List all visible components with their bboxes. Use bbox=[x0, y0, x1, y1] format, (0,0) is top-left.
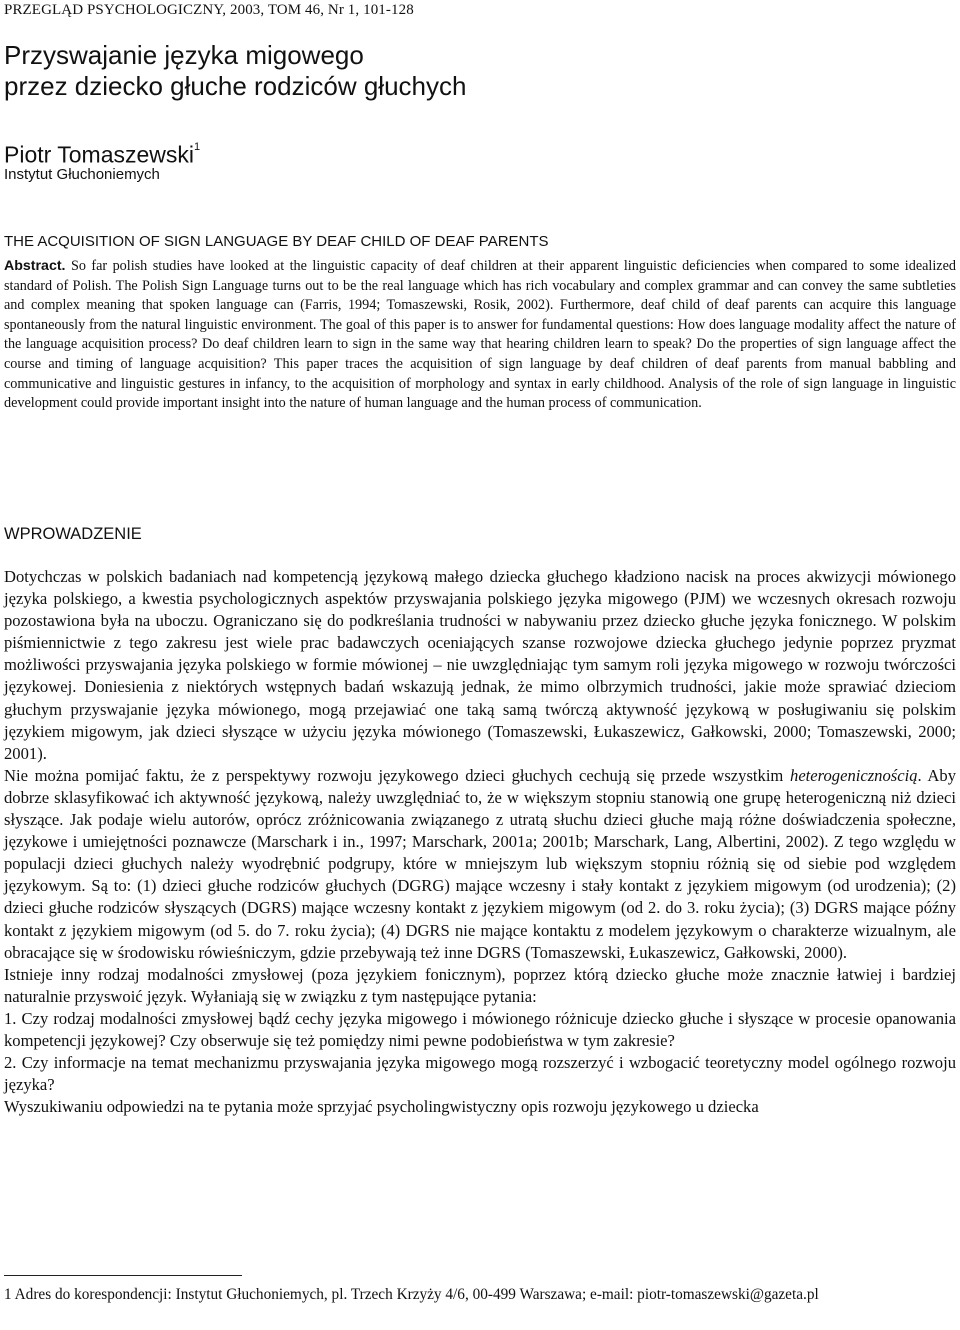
body-paragraph-1: Dotychczas w polskich badaniach nad kompetencją językową małego dziecka głuchego kładziono nacisk na proces akwizycji mówionego języka polskiego, a kwestia psychologicznych aspektów przyswajania polskiego języka migowego (PJM) we wczesnych okresach rozwoju pozostawiona była na uboczu. Ograniczano się do podkreślania trudności w nabywaniu przez dziecko głuche języka fonicznego. W polskim piśmiennictwie z tego zakresu jest wiele prac badawczych oceniających szanse rozwojowe dziecka głuchego jedynie poprzez pryzmat możliwości przyswajania języka polskiego w formie mówionej – nie uwzględniając tym samym roli języka migowego w rozwoju twórczości językowej. Doniesienia z niektórych wstępnych badań wskazują jednak, że mimo olbrzymich trudności, jakie może sprawiać dzieciom głuchym przyswajanie języka mówionego, mogą przejawiać one taką samą twórczą aktywność językową w posługiwaniu się polskim językiem migowym, jak dzieci słyszące w użyciu języka mówionego (Tomaszewski, Łukaszewicz, Gałkowski, 2000; Tomaszewski, 2000; 2001). bbox=[4, 567, 956, 763]
article-title-line-2: przez dziecko głuche rodziców głuchych bbox=[4, 71, 467, 101]
body-paragraph-2-start: Nie można pomijać faktu, że z perspektywy rozwoju językowego dzieci głuchych cechują się przede wszystkim bbox=[4, 765, 791, 785]
author-name bbox=[4, 138, 200, 168]
body-paragraph-2 bbox=[4, 765, 956, 964]
section-heading-introduction: WPROWADZENIE bbox=[4, 525, 142, 543]
footnote: 1 Adres do korespondencji: Instytut Głuchoniemych, pl. Trzech Krzyży 4/6, 00-499 Warszawa; e-mail: piotr-tomaszewski@gazeta.pl bbox=[4, 1286, 819, 1303]
journal-header: PRZEGLĄD PSYCHOLOGICZNY, 2003, TOM 46, Nr 1, 101-128 bbox=[4, 2, 414, 18]
english-title: THE ACQUISITION OF SIGN LANGUAGE BY DEAF CHILD OF DEAF PARENTS bbox=[4, 233, 549, 250]
body-paragraph-3: Istnieje inny rodzaj modalności zmysłowej (poza językiem fonicznym), poprzez którą dziecko głuche może znacznie łatwiej i bardziej naturalnie przyswoić język. Wyłaniają się w związku z tym następujące pytania: bbox=[4, 964, 956, 1006]
article-title bbox=[4, 40, 466, 102]
abstract-label: Abstract. bbox=[4, 258, 66, 274]
body-text bbox=[4, 566, 956, 1118]
author-name-text: Piotr Tomaszewski bbox=[4, 141, 195, 168]
author-footnote-mark: 1 bbox=[194, 141, 201, 153]
body-paragraph-2-end: . Aby dobrze sklasyfikować ich aktywność językową, należy uwzględniać to, że w większym stopniu stanowią one grupę heterogeniczną niż dzieci słyszące. Jak podaje wielu autorów, oprócz zróżnicowania związanego z utratą słuchu dzieci głuche mają różne doświadczenia społeczne, językowe i umiejętności poznawcze (Marschark i in., 1997; Marschark, 2001a; 2001b; Marschark, Lang, Albertini, 2002). Z tego względu w populacji dzieci głuchych należy wyodrębnić podgrupy, które w mniejszym lub większym stopniu różnią się od siebie pod względem językowym. Są to: (1) dzieci głuche rodziców głuchych (DGRG) mające wczesny i stały kontakt z językiem migowym (od urodzenia); (2) dzieci głuche rodziców słyszących (DGRS) mające wczesny kontakt z językiem migowym (od 2. do 3. roku życia); (3) DGRS mające późny kontakt z językiem migowym (od 5. do 7. roku życia); (4) DGRS nie mające kontaktu z modelem językowym o charakterze wizualnym, ale obracające się w środowisku rówieśniczym, gdzie przebywają też inne DGRS (Tomaszewski, Łukaszewicz, Gałkowski, 2000). bbox=[4, 765, 956, 962]
article-title-line-1: Przyswajanie języka migowego bbox=[4, 40, 364, 70]
body-paragraph-2-emphasis: heterogenicznością bbox=[790, 765, 918, 785]
abstract bbox=[4, 257, 956, 414]
author-affiliation: Instytut Głuchoniemych bbox=[4, 166, 160, 183]
body-paragraph-question-1: 1. Czy rodzaj modalności zmysłowej bądź cechy języka migowego i mówionego różnicuje dziecko głuche i słyszące w procesie opanowania kompetencji językowej? Czy obserwuje się też pomiędzy nimi pewne podobieństwa w tym zakresie? bbox=[4, 1008, 956, 1050]
abstract-text: So far polish studies have looked at the linguistic capacity of deaf children at their apparent linguistic deficiencies when compared to some idealized standard of Polish. The Polish Sign Language turns out to be the real language which has rich vocabulary and complex grammar and can convey the same subtleties and complex meaning that spoken language can (Farris, 1994; Tomaszewski, Rosik, 2002). Furthermore, deaf child of deaf parents can acquire this language spontaneously from the natural linguistic environment. The goal of this paper is to answer for fundamental questions: How does language modality affect the nature of the language acquisition process? Do deaf children learn to sign in the same way that hearing children learn to speak? Do the properties of sign language affect the course and timing of language acquisition? This paper traces the acquisition of sign language by deaf children of deaf parents from manual babbling and communicative and linguistic gestures in infancy, to the acquisition of morphology and syntax in early childhood. Analysis of the role of sign language in linguistic development could provide important insight into the nature of human language and the human process of communication. bbox=[4, 258, 956, 412]
body-paragraph-question-2: 2. Czy informacje na temat mechanizmu przyswajania języka migowego mogą rozszerzyć i wzbogacić teoretyczny model ogólnego rozwoju języka? bbox=[4, 1053, 956, 1095]
footnote-divider bbox=[4, 1275, 242, 1276]
body-paragraph-6: Wyszukiwaniu odpowiedzi na te pytania może sprzyjać psycholingwistyczny opis rozwoju językowego u dziecka bbox=[4, 1097, 759, 1117]
